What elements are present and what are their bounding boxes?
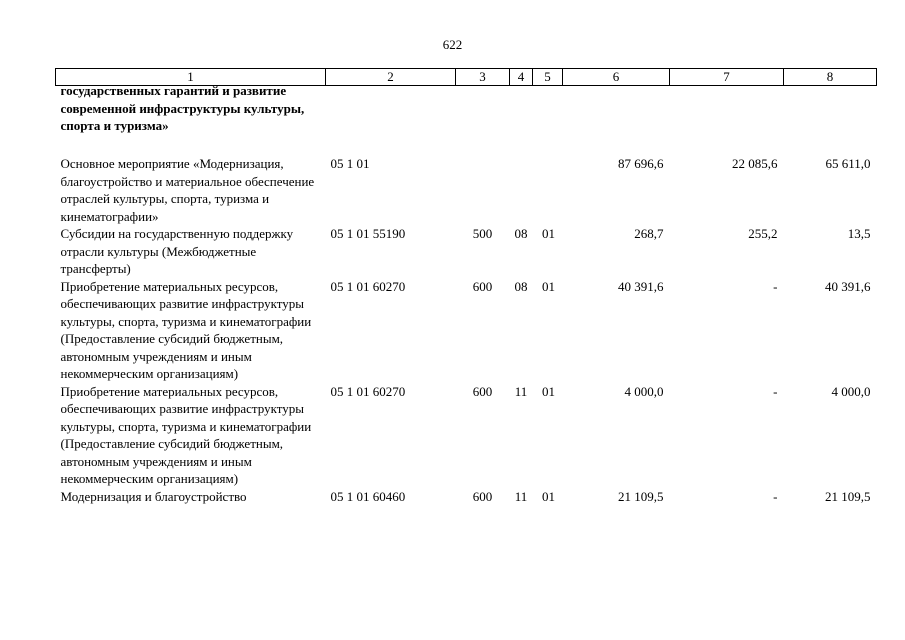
row-vr: 500	[472, 226, 493, 241]
continuation-row	[56, 86, 877, 156]
row-col7: -	[773, 278, 778, 294]
row-vr: 600	[472, 488, 493, 504]
row-pr: 01	[542, 226, 555, 241]
row-rz	[510, 155, 533, 225]
table-row	[56, 278, 877, 383]
row-col8: 21 109,5	[825, 488, 871, 504]
page-number: 622	[442, 37, 463, 52]
row-total: 268,7	[634, 226, 664, 241]
row-col8: 4 000,0	[831, 383, 871, 399]
row-name: Основное мероприятие «Модернизация, благоустройство и материальное обеспечение отраслей культуры, спорта, туризма и кинематографии»	[60, 156, 315, 224]
row-pr: 01	[542, 488, 555, 504]
row-col8: 65 611,0	[825, 156, 871, 171]
header-col-2: 2	[326, 69, 456, 86]
row-col7: -	[773, 383, 778, 399]
row-total: 4 000,0	[624, 383, 664, 399]
table-row	[56, 383, 877, 488]
row-col7: -	[773, 488, 778, 504]
row-pr	[533, 155, 563, 225]
row-code: 05 1 01 55190	[330, 226, 406, 241]
table-row	[56, 225, 877, 278]
table-row	[56, 488, 877, 506]
row-code: 05 1 01	[330, 156, 370, 171]
row-col7: 22 085,6	[732, 156, 778, 171]
row-pr: 01	[542, 278, 555, 294]
row-name: Субсидии на государственную поддержку отрасли культуры (Межбюджетные трансферты)	[60, 226, 294, 276]
row-name: Приобретение материальных ресурсов, обеспечивающих развитие инфраструктуры культуры, спорта, туризма и кинематографии (Предоставление субсидий бюджетным, автономным учреждениям и иным некоммерческим организациям)	[60, 383, 312, 486]
continuation-title-cell	[56, 86, 326, 156]
row-name: Приобретение материальных ресурсов, обеспечивающих развитие инфраструктуры культуры, спорта, туризма и кинематографии (Предоставление субсидий бюджетным, автономным учреждениям и иным некоммерческим организациям)	[60, 278, 312, 381]
table-row	[56, 155, 877, 225]
row-rz: 08	[514, 226, 528, 241]
column-number-header	[56, 69, 877, 86]
row-vr: 600	[472, 383, 493, 399]
row-pr: 01	[542, 383, 555, 399]
header-col-3: 3	[456, 69, 510, 86]
header-col-5: 5	[533, 69, 563, 86]
row-col8: 13,5	[847, 226, 871, 241]
row-rz: 08	[514, 278, 528, 294]
row-rz: 11	[514, 488, 528, 504]
row-col7: 255,2	[748, 226, 778, 241]
row-vr: 600	[472, 278, 493, 294]
row-rz: 11	[514, 383, 528, 399]
row-code: 05 1 01 60460	[330, 488, 406, 504]
budget-table	[55, 68, 877, 505]
row-vr	[456, 155, 510, 225]
header-col-6: 6	[563, 69, 670, 86]
header-col-7: 7	[670, 69, 784, 86]
row-total: 40 391,6	[618, 278, 664, 294]
row-total: 87 696,6	[618, 156, 664, 171]
row-code: 05 1 01 60270	[330, 383, 406, 399]
row-col8: 40 391,6	[825, 278, 871, 294]
header-col-8: 8	[784, 69, 877, 86]
continuation-title: государственных гарантий и развитие современной инфраструктуры культуры, спорта и туризма»	[60, 86, 305, 133]
row-code: 05 1 01 60270	[330, 278, 406, 294]
row-total: 21 109,5	[618, 488, 664, 504]
header-col-1: 1	[56, 69, 326, 86]
header-col-4: 4	[510, 69, 533, 86]
row-name: Модернизация и благоустройство	[60, 488, 247, 504]
